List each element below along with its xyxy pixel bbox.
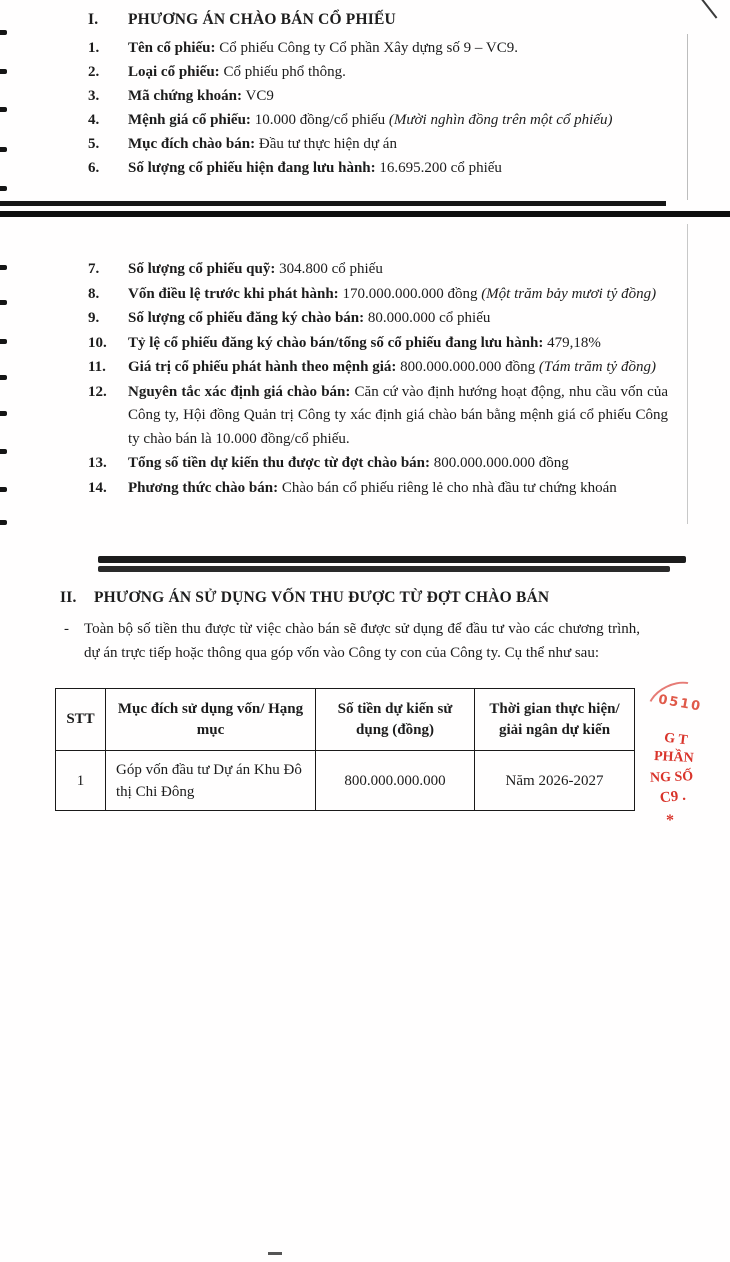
scan-artifact [0, 186, 7, 191]
item-number: 9. [88, 310, 100, 326]
scan-artifact [699, 0, 718, 19]
list-item-7 [88, 258, 678, 282]
scan-artifact [0, 411, 7, 416]
item-number: 6. [88, 160, 100, 176]
item-text: Loại cổ phiếu: Cổ phiếu phổ thông. [128, 64, 346, 80]
scan-page-edge [687, 224, 688, 524]
table-header-row [56, 689, 635, 751]
section-heading [60, 586, 688, 610]
item-number: 2. [88, 64, 100, 80]
page-break-bar [0, 211, 730, 217]
item-number: 12. [88, 383, 107, 400]
scan-artifact [0, 449, 7, 454]
scan-artifact [0, 30, 7, 35]
item-number: 13. [88, 455, 107, 471]
stamp-fragment: NG SỐ [649, 769, 694, 786]
item-text: Mệnh giá cổ phiếu: 10.000 đồng/cổ phiếu (Mười nghìn đồng trên một cổ phiếu) [128, 112, 613, 128]
scan-artifact [0, 107, 7, 112]
cell-purpose: Góp vốn đầu tư Dự án Khu Đô thị Chi Đông [106, 751, 316, 811]
stamp-fragment: C9 . [659, 787, 687, 807]
item-text: Tổng số tiền dự kiến thu được từ đợt chào bán: 800.000.000.000 đồng [128, 455, 569, 471]
item-text: Tỷ lệ cổ phiếu đăng ký chào bán/tổng số cổ phiếu đang lưu hành: 479,18% [128, 334, 601, 351]
bullet-dash: - [64, 621, 69, 637]
item-text: Mục đích chào bán: Đầu tư thực hiện dự án [128, 136, 397, 152]
item-number: 7. [88, 261, 100, 277]
section-title: PHƯƠNG ÁN CHÀO BÁN CỔ PHIẾU [128, 11, 396, 28]
item-text: Phương thức chào bán: Chào bán cổ phiếu riêng lẻ cho nhà đầu tư chứng khoán [128, 479, 617, 496]
cell-stt: 1 [56, 751, 106, 811]
item-text: Số lượng cổ phiếu đăng ký chào bán: 80.000.000 cổ phiếu [128, 310, 491, 326]
item-text: Giá trị cổ phiếu phát hành theo mệnh giá: 800.000.000.000 đồng (Tám trăm tỷ đồng) [128, 359, 656, 375]
table-row [56, 751, 635, 811]
item-number: 11. [88, 359, 106, 375]
section-number: I. [88, 11, 99, 28]
item-number: 14. [88, 479, 107, 496]
stamp-fragment: * [666, 812, 674, 829]
header-amount: Số tiền dự kiến sử dụng (đồng) [316, 689, 475, 751]
list-item-6 [88, 157, 673, 180]
list-item-12 [88, 381, 678, 452]
use-of-proceeds-table [55, 688, 635, 811]
header-stt: STT [56, 689, 106, 751]
header-purpose: Mục đích sử dụng vốn/ Hạng mục [106, 689, 316, 751]
item-number: 8. [88, 285, 100, 302]
scan-artifact [0, 147, 7, 152]
scan-page-edge [687, 34, 688, 200]
scan-smudge [98, 566, 670, 572]
section-title: PHƯƠNG ÁN SỬ DỤNG VỐN THU ĐƯỢC TỪ ĐỢT CHÀO BÁN [94, 589, 550, 606]
page-break-bar [0, 201, 666, 206]
cell-amount: 800.000.000.000 [316, 751, 475, 811]
scan-artifact [0, 69, 7, 74]
stamp-fragment: 0510 [657, 692, 704, 715]
scan-artifact [0, 520, 7, 525]
section-heading [88, 8, 673, 31]
section-offering-plan [88, 8, 673, 181]
scan-artifact [0, 375, 7, 380]
item-text: Số lượng cổ phiếu quỹ: 304.800 cổ phiếu [128, 261, 383, 277]
list-item-11 [88, 356, 678, 380]
stamp-fragment: G T [663, 730, 689, 749]
cell-time: Năm 2026-2027 [475, 751, 635, 811]
list-item-3 [88, 85, 673, 108]
list-item-5 [88, 133, 673, 156]
list-item-13 [88, 452, 678, 476]
list-item-14 [88, 477, 678, 501]
stamp-fragment: PHẦN [653, 748, 695, 767]
intro-paragraph [60, 617, 688, 665]
list-item-4 [88, 109, 673, 132]
scan-artifact [0, 300, 7, 305]
scan-artifact [0, 339, 7, 344]
list-item-1 [88, 37, 673, 60]
section-offering-plan-continued [88, 258, 678, 501]
item-number: 4. [88, 112, 100, 128]
scan-smudge [98, 556, 686, 563]
red-stamp [648, 688, 730, 838]
item-text: Mã chứng khoán: VC9 [128, 88, 274, 104]
list-item-2 [88, 61, 673, 84]
item-text: Nguyên tắc xác định giá chào bán: Căn cứ vào định hướng hoạt động, nhu cầu vốn của Công ty, Hội đồng Quản trị Công ty xác định giá chào bán bằng mệnh giá cổ phiếu Công ty chào bán là 10.000 đồng/cổ phiếu. [128, 383, 669, 447]
section-number: II. [60, 589, 77, 606]
list-item-10 [88, 332, 678, 356]
item-text: Vốn điều lệ trước khi phát hành: 170.000.000.000 đồng (Một trăm bảy mươi tỷ đồng) [128, 285, 657, 302]
scan-artifact [0, 487, 7, 492]
intro-text: Toàn bộ số tiền thu được từ việc chào bán sẽ được sử dụng để đầu tư vào các chương trình, dự án trực tiếp hoặc thông qua góp vốn vào Công ty con của Công ty. Cụ thể như sau: [84, 621, 640, 661]
scan-artifact [0, 265, 7, 270]
item-number: 1. [88, 40, 100, 56]
scan-artifact [268, 1252, 282, 1255]
list-item-9 [88, 307, 678, 331]
item-number: 10. [88, 334, 107, 351]
item-text: Tên cổ phiếu: Cổ phiếu Công ty Cổ phần Xây dựng số 9 – VC9. [128, 40, 518, 56]
section-use-of-proceeds [60, 586, 688, 665]
item-number: 3. [88, 88, 100, 104]
list-item-8 [88, 283, 678, 307]
item-text: Số lượng cổ phiếu hiện đang lưu hành: 16.695.200 cổ phiếu [128, 160, 502, 176]
header-time: Thời gian thực hiện/ giải ngân dự kiến [475, 689, 635, 751]
item-number: 5. [88, 136, 100, 152]
